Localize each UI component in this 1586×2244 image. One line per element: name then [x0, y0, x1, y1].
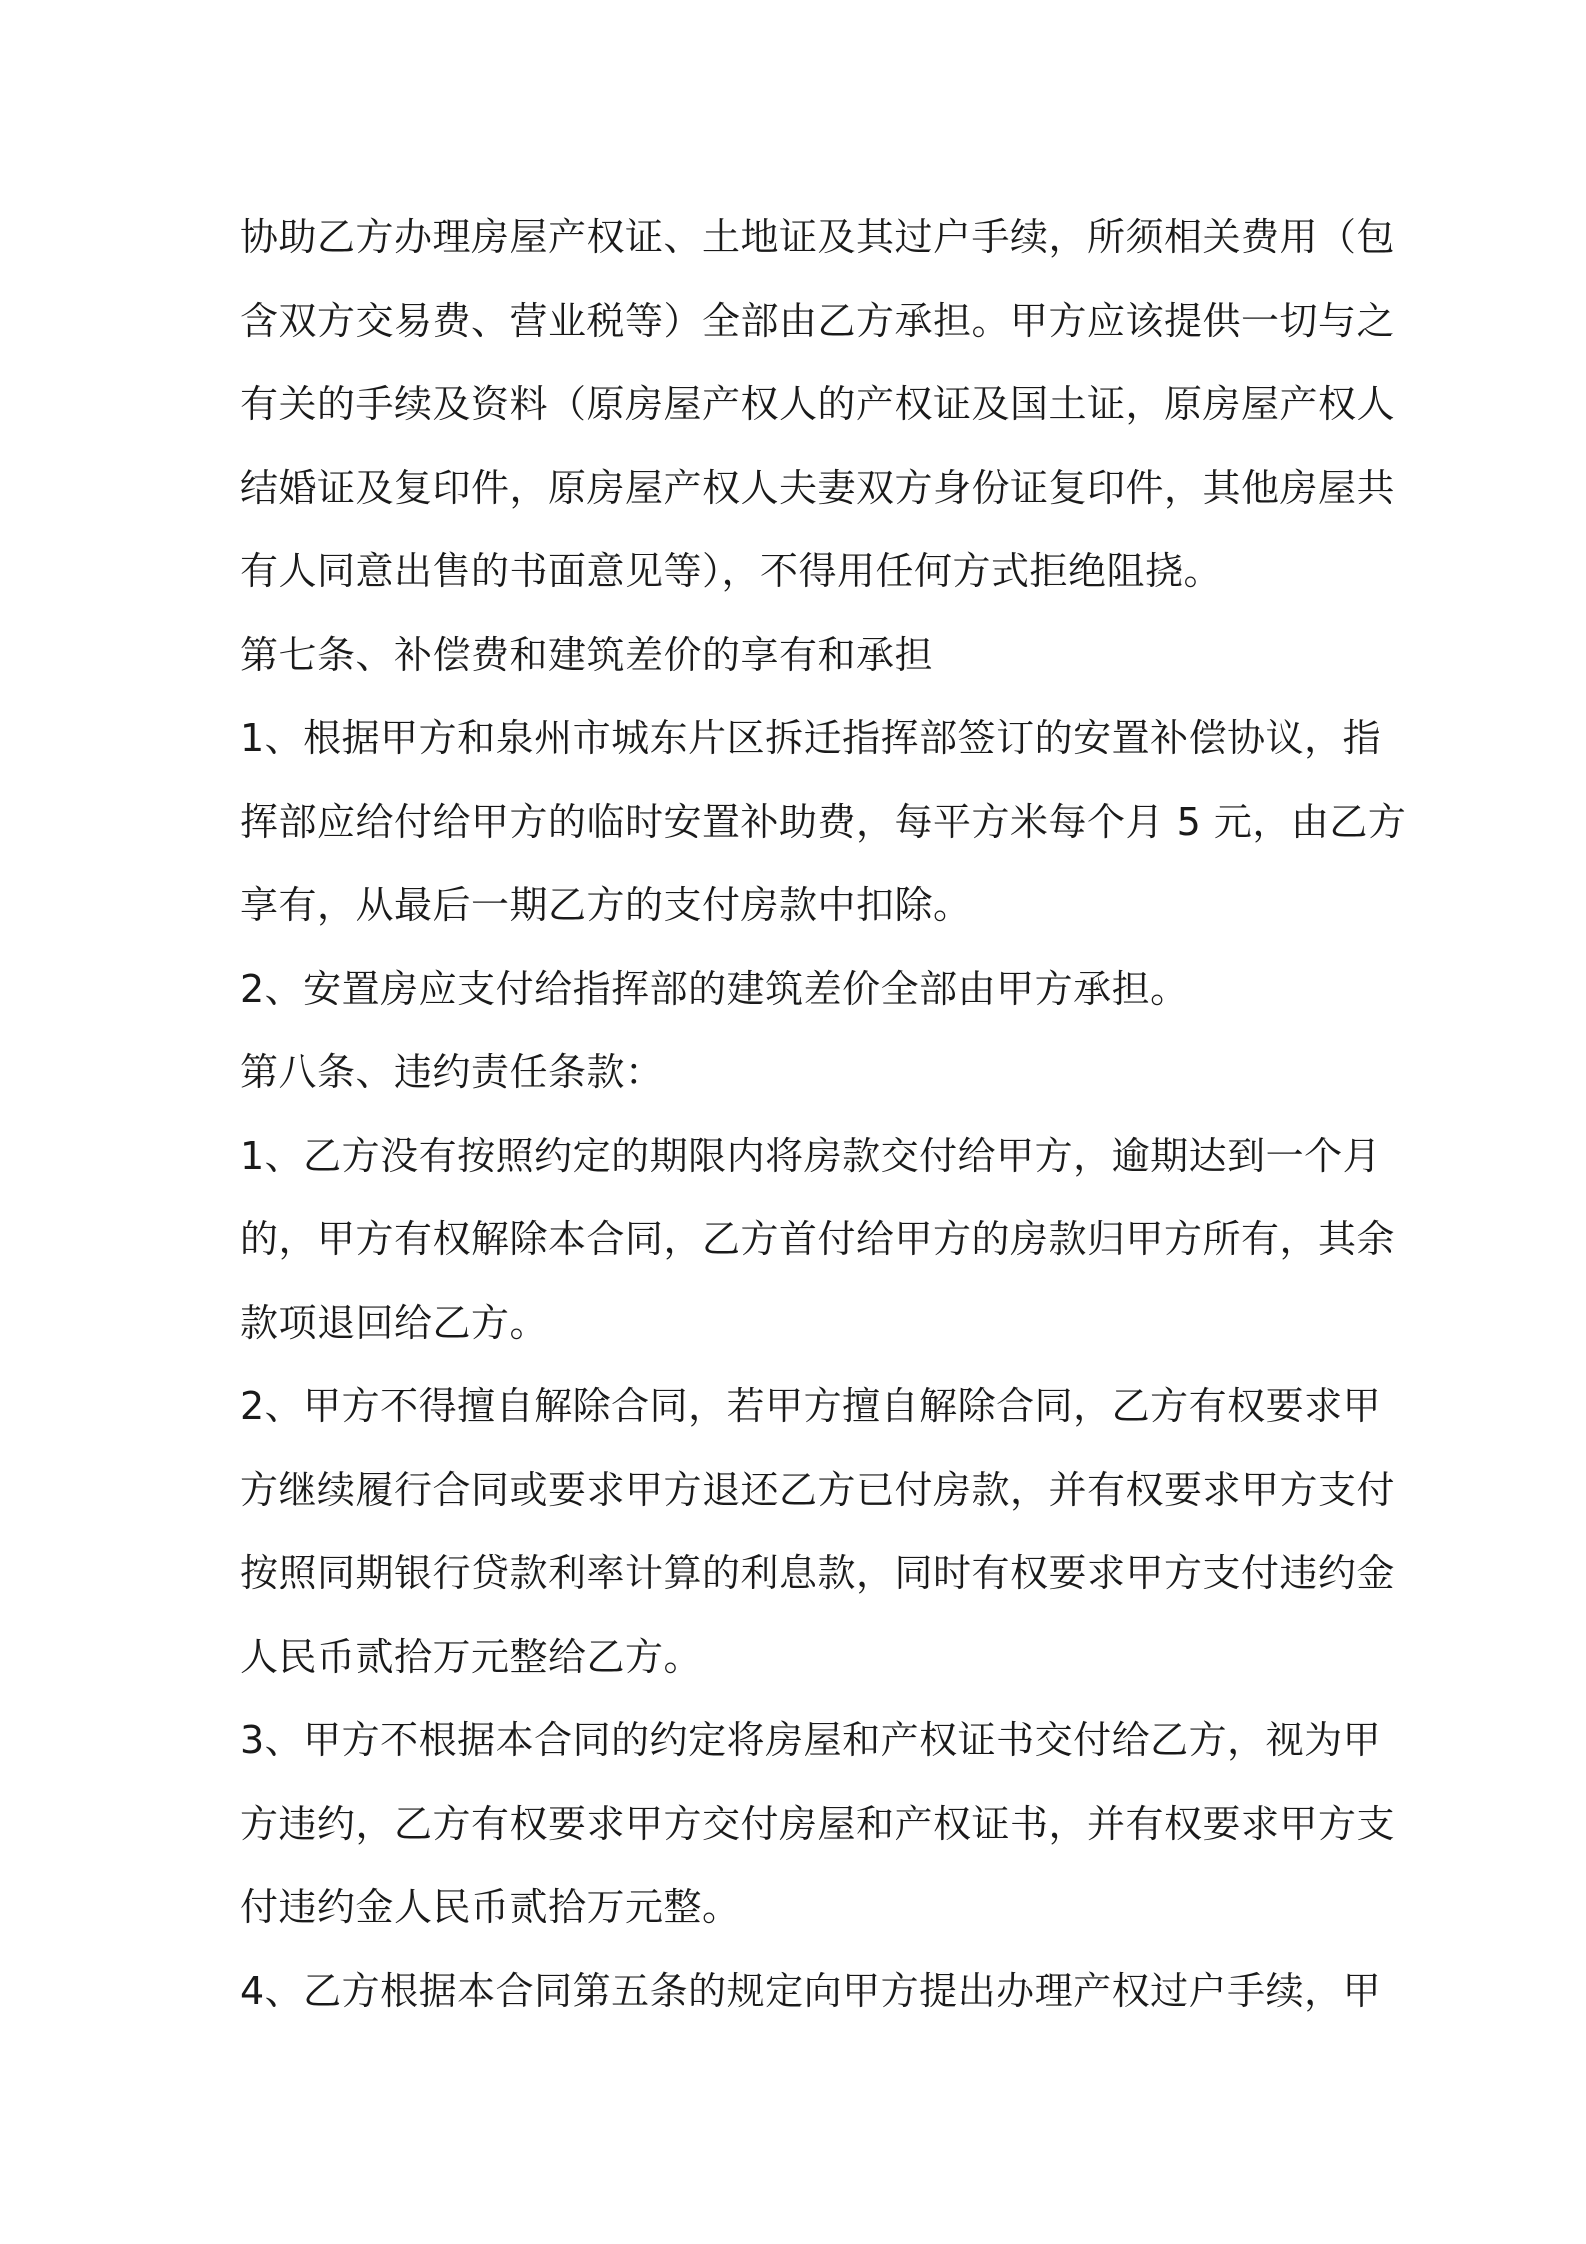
clause-line: 人民币贰拾万元整给乙方。	[240, 1634, 703, 1679]
document-body	[240, 196, 1407, 2033]
clause-line: 2、安置房应支付给指挥部的建筑差价全部由甲方承担。	[240, 966, 1189, 1011]
clause-line: 2、甲方不得擅自解除合同，若甲方擅自解除合同，乙方有权要求甲	[240, 1384, 1382, 1428]
clause-line: 方违约，乙方有权要求甲方交付房屋和产权证书，并有权要求甲方支	[240, 1801, 1396, 1846]
clause-line: 4、乙方根据本合同第五条的规定向甲方提出办理产权过户手续，甲	[240, 1968, 1382, 2013]
clause-line: 的，甲方有权解除本合同，乙方首付给甲方的房款归甲方所有，其余	[240, 1217, 1396, 1261]
paragraph-line: 有关的手续及资料（原房屋产权人的产权证及国土证，原房屋产权人	[240, 382, 1396, 426]
clause-line: 按照同期银行贷款利率计算的利息款，同时有权要求甲方支付违约金	[240, 1551, 1396, 1595]
clause-line: 3、甲方不根据本合同的约定将房屋和产权证书交付给乙方，视为甲	[240, 1718, 1382, 1762]
clause-line: 款项退回给乙方。	[240, 1300, 549, 1345]
clause-line: 付违约金人民币贰拾万元整。	[240, 1885, 741, 1929]
section-heading-article-7: 第七条、补偿费和建筑差价的享有和承担	[240, 632, 934, 677]
paragraph-line: 结婚证及复印件，原房屋产权人夫妻双方身份证复印件，其他房屋共	[240, 465, 1396, 510]
section-heading-article-8: 第八条、违约责任条款：	[240, 1050, 664, 1094]
clause-line: 挥部应给付给甲方的临时安置补助费，每平方米每个月 5 元，由乙方	[240, 799, 1407, 844]
clause-line: 1、乙方没有按照约定的期限内将房款交付给甲方，逾期达到一个月	[240, 1133, 1382, 1178]
clause-line: 方继续履行合同或要求甲方退还乙方已付房款，并有权要求甲方支付	[240, 1467, 1396, 1512]
paragraph-line: 含双方交易费、营业税等）全部由乙方承担。甲方应该提供一切与之	[240, 298, 1396, 343]
paragraph-line: 协助乙方办理房屋产权证、土地证及其过户手续，所须相关费用（包	[240, 215, 1396, 259]
clause-line: 享有，从最后一期乙方的支付房款中扣除。	[240, 883, 972, 927]
paragraph-line: 有人同意出售的书面意见等），不得用任何方式拒绝阻挠。	[240, 549, 1223, 593]
clause-line: 1、根据甲方和泉州市城东片区拆迁指挥部签订的安置补偿协议，指	[240, 716, 1382, 760]
